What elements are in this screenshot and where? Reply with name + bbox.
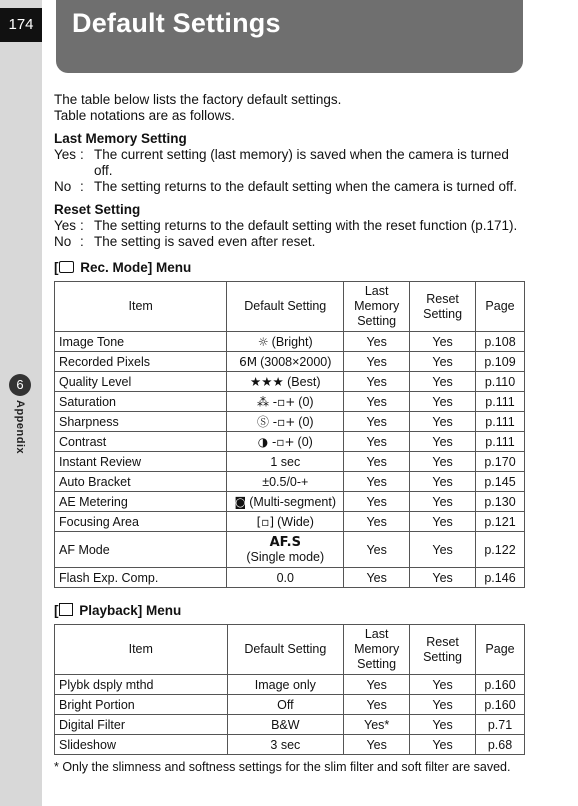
header-page: Page [476, 282, 525, 332]
definition-key: No [54, 179, 72, 194]
default-value: ★★★ (Best) [250, 375, 321, 389]
cell-last-memory: Yes [344, 532, 410, 568]
playback-menu-heading [54, 603, 181, 618]
cell-default [227, 472, 344, 492]
reset-heading: Reset Setting [54, 202, 141, 217]
cell-last-memory: Yes [344, 432, 410, 452]
playback-menu-heading-text: Playback] Menu [75, 603, 182, 618]
cell-item: Saturation [55, 392, 227, 412]
definition-text: The setting returns to the default setting with the reset function (p.171). [94, 218, 518, 233]
table-row [55, 735, 525, 755]
table-row [55, 512, 525, 532]
cell-last-memory: Yes [344, 392, 410, 412]
cell-item: Focusing Area [55, 512, 227, 532]
setting-symbol: ◙ [234, 494, 247, 509]
definition-key: No [54, 234, 72, 249]
setting-symbol: Ⓢ -▫+ [256, 415, 296, 429]
cell-reset: Yes [410, 452, 476, 472]
cell-default [227, 392, 344, 412]
default-value: 3 sec [270, 737, 301, 752]
rec-menu-heading [54, 260, 191, 275]
cell-reset: Yes [410, 372, 476, 392]
definition-text: The setting is saved even after reset. [94, 234, 316, 249]
table-header-row [55, 625, 525, 675]
cell-item: Plybk dsply mthd [55, 675, 228, 695]
cell-last-memory: Yes [344, 472, 410, 492]
default-value: (Single mode) [246, 550, 325, 564]
cell-reset: Yes [410, 392, 476, 412]
table-row [55, 715, 525, 735]
page-title: Default Settings [72, 8, 281, 38]
table-row [55, 532, 525, 568]
cell-default [227, 372, 344, 392]
default-value: ±0.5/0-+ [262, 474, 309, 489]
cell-reset: Yes [410, 332, 476, 352]
definition-key: Yes [54, 147, 77, 162]
header-reset: Reset Setting [410, 625, 476, 675]
table-row [55, 452, 525, 472]
cell-reset: Yes [410, 735, 476, 755]
table-row [55, 492, 525, 512]
cell-item: Auto Bracket [55, 472, 227, 492]
cell-last-memory: Yes [344, 412, 410, 432]
cell-last-memory: Yes [344, 735, 410, 755]
cell-item: Image Tone [55, 332, 227, 352]
cell-default [227, 432, 344, 452]
cell-page: p.108 [476, 332, 525, 352]
rec-menu-table [54, 281, 525, 588]
chapter-number-badge: 6 [9, 374, 31, 396]
cell-last-memory: Yes [344, 492, 410, 512]
default-value: 0.0 [276, 570, 294, 585]
cell-reset: Yes [410, 412, 476, 432]
cell-page: p.109 [476, 352, 525, 372]
cell-page: p.146 [476, 568, 525, 588]
cell-default [227, 695, 344, 715]
intro-section [54, 92, 529, 250]
default-value: 1 sec [270, 454, 301, 469]
reset-no [54, 234, 529, 250]
table-row [55, 472, 525, 492]
reset-yes [54, 218, 529, 234]
cell-last-memory: Yes [344, 372, 410, 392]
cell-page: p.160 [476, 695, 525, 715]
bracket-open: [ [54, 260, 59, 275]
intro-line-2: Table notations are as follows. [54, 108, 235, 123]
default-value: (0) [297, 434, 313, 449]
cell-page: p.111 [476, 412, 525, 432]
cell-item: Contrast [55, 432, 227, 452]
rec-menu-heading-text: Rec. Mode] Menu [76, 260, 192, 275]
cell-default [227, 332, 344, 352]
default-value: Image only [254, 677, 316, 692]
cell-last-memory: Yes [344, 512, 410, 532]
definition-text: The setting returns to the default setting when the camera is turned off. [94, 179, 517, 194]
setting-symbol: [▫] [256, 514, 275, 529]
cell-default [227, 512, 344, 532]
cell-last-memory: Yes [344, 332, 410, 352]
cell-reset: Yes [410, 492, 476, 512]
cell-reset: Yes [410, 432, 476, 452]
table-row [55, 568, 525, 588]
cell-page: p.121 [476, 512, 525, 532]
definition-colon: : [80, 147, 84, 162]
cell-item: Slideshow [55, 735, 228, 755]
cell-page: p.160 [476, 675, 525, 695]
cell-item: Quality Level [55, 372, 227, 392]
intro-line-1: The table below lists the factory default settings. [54, 92, 342, 107]
table-row [55, 372, 525, 392]
default-value: Off [277, 697, 294, 712]
cell-page: p.130 [476, 492, 525, 512]
cell-reset: Yes [410, 352, 476, 372]
cell-last-memory: Yes [344, 675, 410, 695]
default-value: (Wide) [277, 514, 314, 529]
cell-page: p.68 [476, 735, 525, 755]
table-row [55, 352, 525, 372]
playback-icon [59, 603, 73, 616]
page-number: 174 [0, 8, 42, 42]
cell-reset: Yes [410, 568, 476, 588]
cell-page: p.110 [476, 372, 525, 392]
cell-page: p.122 [476, 532, 525, 568]
footnote: * Only the slimness and softness settings for the slim filter and soft filter are saved. [54, 760, 511, 774]
cell-default [227, 735, 344, 755]
cell-default [227, 412, 344, 432]
cell-default [227, 675, 344, 695]
setting-symbol: ⁂ -▫+ [256, 394, 296, 409]
cell-reset: Yes [410, 532, 476, 568]
bracket-open: [ [54, 603, 59, 618]
cell-default [227, 452, 344, 472]
default-value: B&W [271, 717, 300, 732]
cell-item: Digital Filter [55, 715, 228, 735]
cell-page: p.145 [476, 472, 525, 492]
header-reset: Reset Setting [410, 282, 476, 332]
chapter-label: Appendix [14, 400, 26, 455]
cell-item: Instant Review [55, 452, 227, 472]
cell-reset: Yes [410, 715, 476, 735]
cell-reset: Yes [410, 675, 476, 695]
cell-item: Sharpness [55, 412, 227, 432]
setting-symbol: ◑ -▫+ [257, 434, 295, 449]
table-row [55, 392, 525, 412]
cell-default [227, 492, 344, 512]
definition-colon: : [80, 218, 84, 233]
header-item: Item [55, 625, 228, 675]
definition-key: Yes [54, 218, 77, 233]
header-default: Default Setting [227, 282, 344, 332]
cell-item: AE Metering [55, 492, 227, 512]
cell-default [227, 352, 344, 372]
header-last-memory: Last Memory Setting [344, 625, 410, 675]
cell-default [227, 715, 344, 735]
last-memory-no [54, 179, 529, 195]
cell-last-memory: Yes [344, 452, 410, 472]
header-last-memory: Last Memory Setting [344, 282, 410, 332]
definition-text: The current setting (last memory) is saved when the camera is turned off. [94, 147, 509, 178]
definition-colon: : [80, 179, 84, 194]
table-row [55, 695, 525, 715]
cell-last-memory: Yes* [344, 715, 410, 735]
cell-item: Recorded Pixels [55, 352, 227, 372]
camera-icon [59, 261, 74, 273]
last-memory-yes [54, 147, 529, 179]
header-item: Item [55, 282, 227, 332]
default-value: (Bright) [271, 334, 313, 349]
cell-last-memory: Yes [344, 568, 410, 588]
playback-menu-table [54, 624, 525, 755]
setting-symbol: ☼ [257, 334, 269, 349]
header-default: Default Setting [227, 625, 344, 675]
cell-page: p.71 [476, 715, 525, 735]
cell-page: p.111 [476, 432, 525, 452]
cell-reset: Yes [410, 472, 476, 492]
cell-item: Bright Portion [55, 695, 228, 715]
cell-reset: Yes [410, 695, 476, 715]
table-row [55, 412, 525, 432]
cell-page: p.170 [476, 452, 525, 472]
setting-symbol: AF.S [269, 535, 301, 550]
cell-default [227, 568, 344, 588]
table-row [55, 432, 525, 452]
definition-colon: : [80, 234, 84, 249]
cell-item: AF Mode [55, 532, 227, 568]
cell-page: p.111 [476, 392, 525, 412]
cell-last-memory: Yes [344, 695, 410, 715]
table-row [55, 675, 525, 695]
cell-reset: Yes [410, 512, 476, 532]
cell-default [227, 532, 344, 568]
last-memory-heading: Last Memory Setting [54, 131, 187, 146]
cell-item: Flash Exp. Comp. [55, 568, 227, 588]
default-value: (3008×2000) [260, 354, 332, 369]
default-value: (0) [298, 394, 314, 409]
header-page: Page [476, 625, 525, 675]
cell-last-memory: Yes [344, 352, 410, 372]
default-value: (Multi-segment) [249, 494, 337, 509]
table-header-row [55, 282, 525, 332]
setting-symbol: 6M [239, 354, 258, 369]
default-value: (0) [298, 415, 314, 429]
table-row [55, 332, 525, 352]
